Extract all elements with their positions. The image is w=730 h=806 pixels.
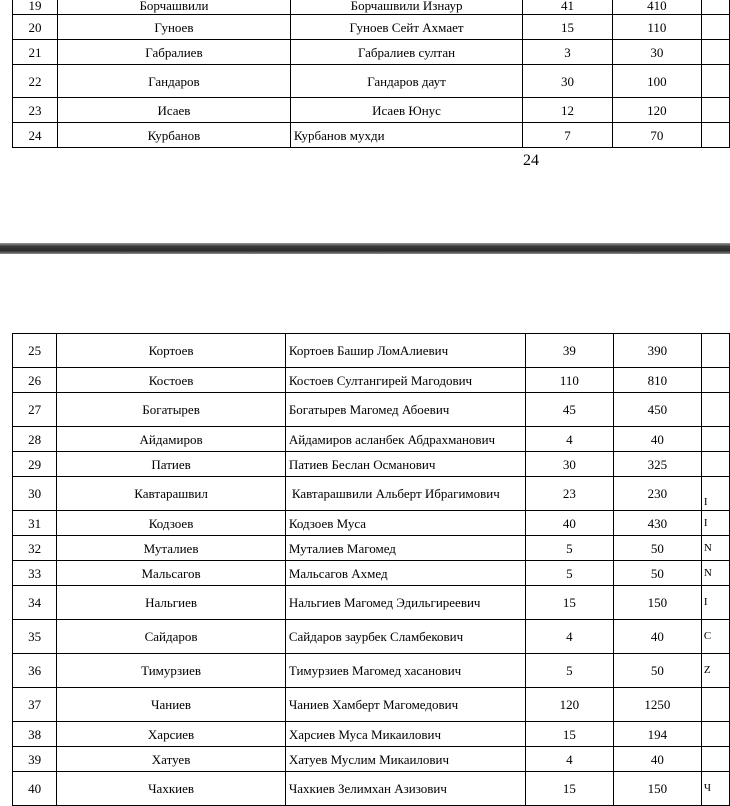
- table-row: [13, 334, 730, 368]
- row-number: 34: [13, 586, 57, 620]
- extra-cell: [701, 747, 729, 772]
- surname-cell: Хатуев: [57, 747, 286, 772]
- extra-cell: [701, 40, 729, 65]
- value-a-cell: 3: [523, 40, 613, 65]
- row-number: 36: [13, 654, 57, 688]
- row-number: 28: [13, 427, 57, 452]
- full-name-cell: Сайдаров заурбек Сламбекович: [285, 620, 525, 654]
- row-number: 22: [13, 65, 58, 98]
- extra-cell: [701, 98, 729, 123]
- row-number: 37: [13, 688, 57, 722]
- full-name-cell: Борчашвили Изнаур: [290, 0, 522, 15]
- full-name-cell: Айдамиров асланбек Абдрахманович: [285, 427, 525, 452]
- value-a-cell: 7: [523, 123, 613, 148]
- value-b-cell: 410: [612, 0, 701, 15]
- value-a-cell: 40: [525, 511, 613, 536]
- extra-cell: [701, 334, 729, 368]
- full-name-cell: Мальсагов Ахмед: [285, 561, 525, 586]
- table-row: [13, 747, 730, 772]
- table-row: [13, 586, 730, 620]
- value-b-cell: 100: [612, 65, 701, 98]
- row-number: 21: [13, 40, 58, 65]
- value-b-cell: 50: [613, 536, 701, 561]
- table-row: [13, 393, 730, 427]
- document-page-bottom: [0, 254, 730, 799]
- table-row: [13, 620, 730, 654]
- value-a-cell: 15: [523, 15, 613, 40]
- extra-cell: [701, 452, 729, 477]
- value-b-cell: 390: [613, 334, 701, 368]
- value-b-cell: 40: [613, 747, 701, 772]
- surname-cell: Кортоев: [57, 334, 286, 368]
- value-a-cell: 5: [525, 536, 613, 561]
- row-number: 30: [13, 477, 57, 511]
- surname-cell: Гандаров: [58, 65, 291, 98]
- value-a-cell: 30: [525, 452, 613, 477]
- row-number: 35: [13, 620, 57, 654]
- value-b-cell: 40: [613, 427, 701, 452]
- extra-cell: [701, 65, 729, 98]
- table-row: [13, 722, 730, 747]
- value-b-cell: 150: [613, 586, 701, 620]
- extra-cell: N: [701, 561, 729, 586]
- row-number: 23: [13, 98, 58, 123]
- row-number: 25: [13, 334, 57, 368]
- extra-cell: N: [701, 536, 729, 561]
- full-name-cell: Исаев Юнус: [290, 98, 522, 123]
- row-number: 38: [13, 722, 57, 747]
- value-b-cell: 430: [613, 511, 701, 536]
- table-row: [13, 0, 730, 15]
- table-row: [13, 654, 730, 688]
- full-name-cell: Кавтарашвили Альберт Ибрагимович: [285, 477, 525, 511]
- extra-cell: [701, 393, 729, 427]
- full-name-cell: Богатырев Магомед Абоевич: [285, 393, 525, 427]
- full-name-cell: Нальгиев Магомед Эдильгиреевич: [285, 586, 525, 620]
- row-number: 29: [13, 452, 57, 477]
- table-row: [13, 452, 730, 477]
- full-name-cell: Габралиев султан: [290, 40, 522, 65]
- value-a-cell: 4: [525, 620, 613, 654]
- surname-cell: Мальсагов: [57, 561, 286, 586]
- extra-cell: [701, 123, 729, 148]
- value-a-cell: 4: [525, 427, 613, 452]
- surname-cell: Харсиев: [57, 722, 286, 747]
- value-b-cell: 450: [613, 393, 701, 427]
- full-name-cell: Курбанов мухди: [290, 123, 522, 148]
- surname-cell: Гуноев: [58, 15, 291, 40]
- surname-cell: Чаниев: [57, 688, 286, 722]
- row-number: 31: [13, 511, 57, 536]
- full-name-cell: Чаниев Хамберт Магомедович: [285, 688, 525, 722]
- page-separator: [0, 243, 730, 254]
- value-b-cell: 110: [612, 15, 701, 40]
- surname-cell: Сайдаров: [57, 620, 286, 654]
- surname-cell: Костоев: [57, 368, 286, 393]
- row-number: 19: [13, 0, 58, 15]
- value-b-cell: 194: [613, 722, 701, 747]
- value-a-cell: 23: [525, 477, 613, 511]
- extra-cell: [701, 688, 729, 722]
- document-page-top: [0, 0, 730, 243]
- full-name-cell: Харсиев Муса Микаилович: [285, 722, 525, 747]
- extra-cell: I: [701, 511, 729, 536]
- row-number: 39: [13, 747, 57, 772]
- table-row: [13, 772, 730, 806]
- registry-table-bottom: [12, 333, 730, 806]
- extra-cell: I: [701, 477, 729, 511]
- extra-cell: I: [701, 586, 729, 620]
- page-number: 24: [523, 152, 539, 169]
- surname-cell: Нальгиев: [57, 586, 286, 620]
- row-number: 24: [13, 123, 58, 148]
- full-name-cell: Костоев Султангирей Магодович: [285, 368, 525, 393]
- row-number: 20: [13, 15, 58, 40]
- surname-cell: Кодзоев: [57, 511, 286, 536]
- surname-cell: Тимурзиев: [57, 654, 286, 688]
- value-a-cell: 5: [525, 654, 613, 688]
- table-row: [13, 65, 730, 98]
- full-name-cell: Муталиев Магомед: [285, 536, 525, 561]
- table-row: [13, 368, 730, 393]
- row-number: 27: [13, 393, 57, 427]
- table-row: [13, 511, 730, 536]
- value-a-cell: 4: [525, 747, 613, 772]
- value-b-cell: 150: [613, 772, 701, 806]
- value-a-cell: 110: [525, 368, 613, 393]
- extra-cell: Ч: [701, 772, 729, 806]
- row-number: 32: [13, 536, 57, 561]
- surname-cell: Исаев: [58, 98, 291, 123]
- value-b-cell: 1250: [613, 688, 701, 722]
- surname-cell: Кавтарашвил: [57, 477, 286, 511]
- table-row: [13, 98, 730, 123]
- extra-cell: [701, 15, 729, 40]
- table-row: [13, 40, 730, 65]
- surname-cell: Айдамиров: [57, 427, 286, 452]
- row-number: 33: [13, 561, 57, 586]
- full-name-cell: Чахкиев Зелимхан Азизович: [285, 772, 525, 806]
- full-name-cell: Тимурзиев Магомед хасанович: [285, 654, 525, 688]
- full-name-cell: Кодзоев Муса: [285, 511, 525, 536]
- value-b-cell: 810: [613, 368, 701, 393]
- table-row: [13, 561, 730, 586]
- value-a-cell: 15: [525, 722, 613, 747]
- value-a-cell: 41: [523, 0, 613, 15]
- value-a-cell: 5: [525, 561, 613, 586]
- full-name-cell: Патиев Беслан Османович: [285, 452, 525, 477]
- value-b-cell: 70: [612, 123, 701, 148]
- surname-cell: Габралиев: [58, 40, 291, 65]
- value-a-cell: 30: [523, 65, 613, 98]
- value-a-cell: 15: [525, 586, 613, 620]
- surname-cell: Патиев: [57, 452, 286, 477]
- full-name-cell: Гуноев Сейт Ахмает: [290, 15, 522, 40]
- table-row: [13, 123, 730, 148]
- full-name-cell: Кортоев Башир ЛомАлиевич: [285, 334, 525, 368]
- extra-cell: [701, 368, 729, 393]
- surname-cell: Курбанов: [58, 123, 291, 148]
- extra-cell: [701, 427, 729, 452]
- surname-cell: Чахкиев: [57, 772, 286, 806]
- extra-cell: [701, 722, 729, 747]
- table-row: [13, 427, 730, 452]
- full-name-cell: Гандаров даут: [290, 65, 522, 98]
- surname-cell: Богатырев: [57, 393, 286, 427]
- table-row: [13, 477, 730, 511]
- value-a-cell: 15: [525, 772, 613, 806]
- extra-cell: C: [701, 620, 729, 654]
- extra-cell: Z: [701, 654, 729, 688]
- table-row: [13, 15, 730, 40]
- value-b-cell: 325: [613, 452, 701, 477]
- value-a-cell: 39: [525, 334, 613, 368]
- extra-cell: [701, 0, 729, 15]
- table-row: [13, 688, 730, 722]
- value-b-cell: 40: [613, 620, 701, 654]
- value-a-cell: 12: [523, 98, 613, 123]
- full-name-cell: Хатуев Муслим Микаилович: [285, 747, 525, 772]
- value-a-cell: 45: [525, 393, 613, 427]
- row-number: 40: [13, 772, 57, 806]
- surname-cell: Борчашвили: [58, 0, 291, 15]
- registry-table-top: [12, 0, 730, 148]
- table-row: [13, 536, 730, 561]
- row-number: 26: [13, 368, 57, 393]
- value-b-cell: 120: [612, 98, 701, 123]
- value-b-cell: 50: [613, 654, 701, 688]
- value-a-cell: 120: [525, 688, 613, 722]
- value-b-cell: 230: [613, 477, 701, 511]
- surname-cell: Муталиев: [57, 536, 286, 561]
- value-b-cell: 50: [613, 561, 701, 586]
- value-b-cell: 30: [612, 40, 701, 65]
